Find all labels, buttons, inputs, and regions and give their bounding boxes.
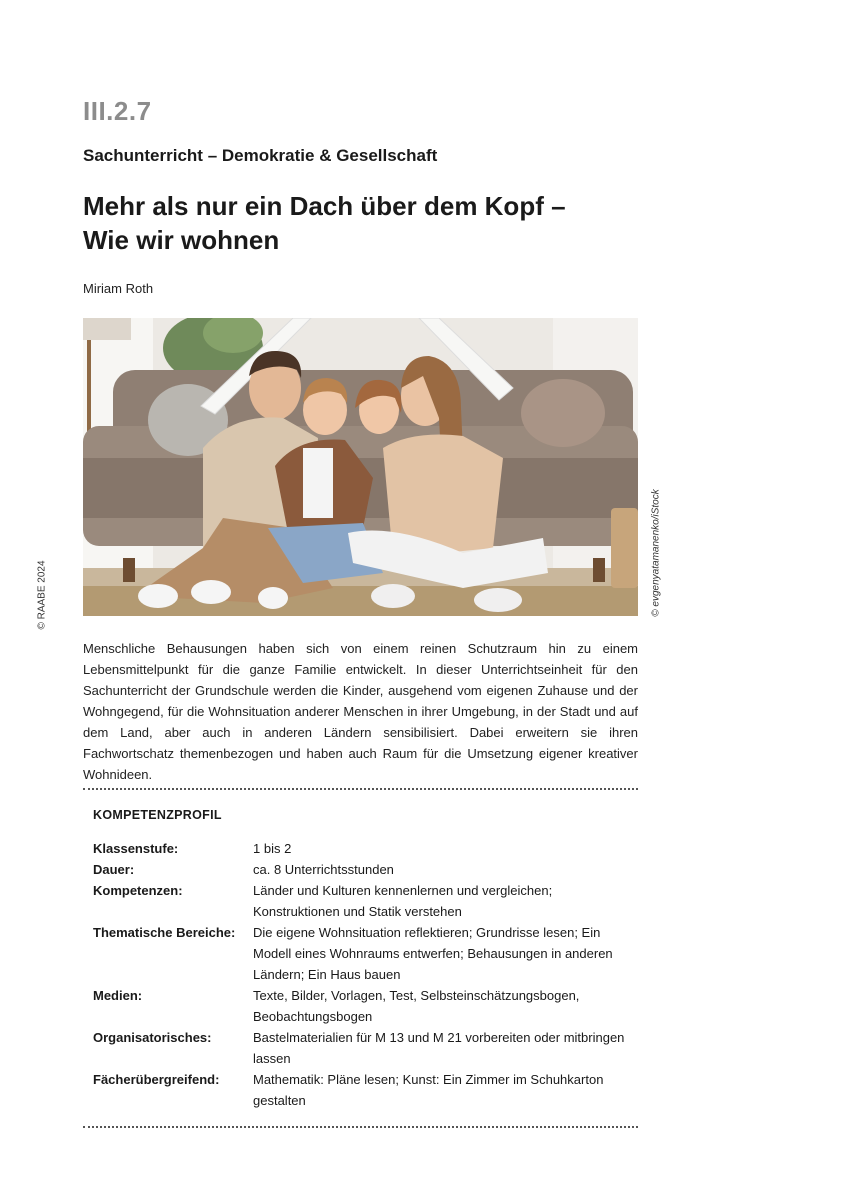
row-value: Mathematik: Pläne lesen; Kunst: Ein Zimmer im Schuhkarton gestalten bbox=[253, 1072, 604, 1108]
title-line-1: Mehr als nur ein Dach über dem Kopf – bbox=[83, 191, 566, 221]
side-copyright-text: © RAABE 2024 bbox=[36, 560, 48, 630]
kompetenz-row-thematische-bereiche bbox=[93, 922, 638, 985]
divider-top bbox=[83, 788, 638, 790]
author-name: Miriam Roth bbox=[83, 281, 154, 296]
divider-bottom bbox=[83, 1126, 638, 1128]
row-value: Länder und Kulturen kennenlernen und vergleichen; Konstruktionen und Statik verstehen bbox=[253, 883, 553, 919]
section-number: III.2.7 bbox=[83, 96, 152, 126]
title-line-2: Wie wir wohnen bbox=[83, 225, 280, 255]
row-label: Kompetenzen: bbox=[93, 883, 183, 898]
row-value: ca. 8 Unterrichtsstunden bbox=[253, 862, 394, 877]
row-value: Texte, Bilder, Vorlagen, Test, Selbsteinschätzungsbogen, Beobachtungsbogen bbox=[253, 988, 580, 1024]
row-label: Dauer: bbox=[93, 862, 135, 877]
kompetenz-row-klassenstufe bbox=[93, 838, 638, 859]
row-label: Organisatorisches: bbox=[93, 1030, 212, 1045]
intro-paragraph: Menschliche Behausungen haben sich von einem reinen Schutzraum hin zu einem Lebensmittelpunkt für die ganze Familie entwickelt. In dieser Unterrichtseinheit für den Sachunterricht der Grundschule werden die Kinder, ausgehend vom eigenen Zuhause und der Wohngegend, für die Wohnsituation anderer Menschen in ihrer Umgebung, in der Stadt und auf dem Land, aber auch in anderen Ländern sensibilisiert. Dabei erweitern sie ihren Fachwortschatz themenbezogen und haben auch Raum für die Umsetzung eigener kreativer Wohnideen. bbox=[83, 641, 638, 782]
kompetenz-row-organisatorisches bbox=[93, 1027, 638, 1069]
page-title bbox=[83, 189, 566, 257]
kompetenzprofil-table bbox=[93, 838, 638, 1111]
side-copyright bbox=[32, 555, 52, 635]
subject-heading: Sachunterricht – Demokratie & Gesellschaft bbox=[83, 146, 438, 165]
row-label: Fächerübergreifend: bbox=[93, 1072, 220, 1087]
kompetenz-row-kompetenzen bbox=[93, 880, 638, 922]
photo-credit bbox=[646, 483, 666, 623]
kompetenz-row-medien bbox=[93, 985, 638, 1027]
kompetenzprofil-heading: KOMPETENZPROFIL bbox=[93, 808, 222, 822]
family-photo bbox=[83, 318, 638, 616]
row-label: Medien: bbox=[93, 988, 143, 1003]
row-value: Bastelmaterialien für M 13 und M 21 vorbereiten oder mitbringen lassen bbox=[253, 1030, 625, 1066]
row-label: Klassenstufe: bbox=[93, 841, 179, 856]
row-value: 1 bis 2 bbox=[253, 841, 292, 856]
kompetenz-row-dauer bbox=[93, 859, 638, 880]
photo-credit-text: © evgenyatamanenko/iStock bbox=[650, 489, 662, 617]
kompetenz-row-faecheruebergreifend bbox=[93, 1069, 638, 1111]
row-value: Die eigene Wohnsituation reflektieren; Grundrisse lesen; Ein Modell eines Wohnraums entwerfen; Behausungen in anderen Ländern; Ein Haus bauen bbox=[253, 925, 613, 982]
row-label: Thematische Bereiche: bbox=[93, 925, 236, 940]
